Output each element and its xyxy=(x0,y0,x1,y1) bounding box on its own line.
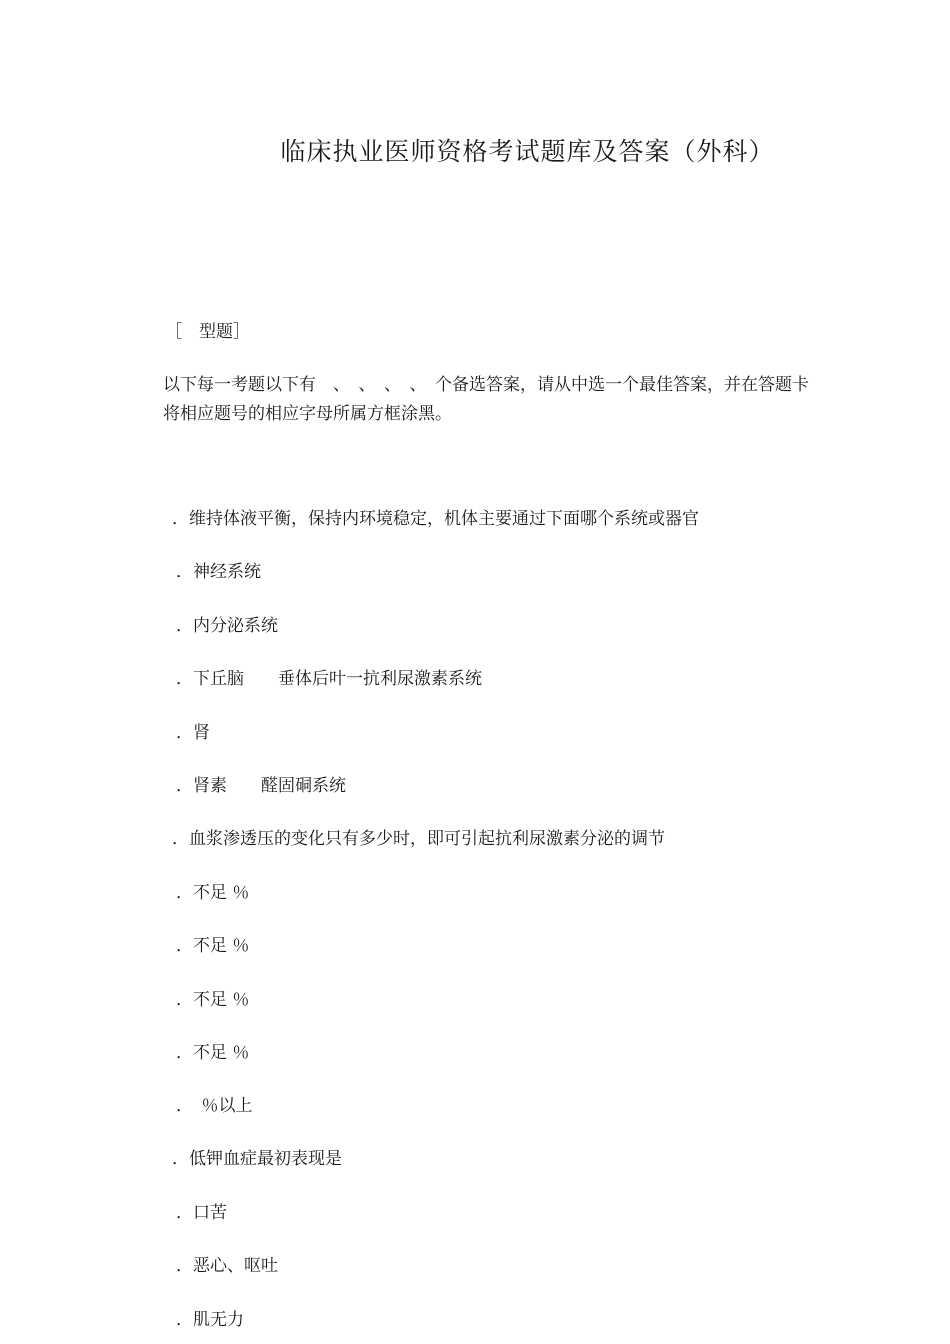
answer-option: ．不足 ％ xyxy=(176,990,250,1010)
answer-option: ．不足 ％ xyxy=(176,936,250,956)
answer-option: ．不足 ％ xyxy=(176,1043,250,1063)
answer-option: ． ％以上 xyxy=(176,1096,253,1116)
answer-option: ．肌无力 xyxy=(176,1310,244,1330)
section-header: ［ 型题］ xyxy=(165,322,250,342)
answer-option: ．下丘脑 垂体后叶一抗利尿激素系统 xyxy=(176,669,482,689)
question-stem: ．血浆渗透压的变化只有多少时，即可引起抗利尿激素分泌的调节 xyxy=(172,829,665,849)
answer-option: ．内分泌系统 xyxy=(176,616,278,636)
answer-option: ．肾素 醛固硐系统 xyxy=(176,776,346,796)
document-title: 临床执业医师资格考试题库及答案（外科） xyxy=(280,137,775,166)
answer-option: ．不足 ％ xyxy=(176,883,250,903)
instructions-line-2: 将相应题号的相应字母所属方框涂黑。 xyxy=(163,404,452,424)
answer-option: ．口苦 xyxy=(176,1203,227,1223)
answer-option: ．神经系统 xyxy=(176,562,261,582)
question-stem: ．低钾血症最初表现是 xyxy=(172,1149,342,1169)
answer-option: ．恶心、呕吐 xyxy=(176,1256,278,1276)
answer-option: ．肾 xyxy=(176,723,210,743)
instructions-line-1: 以下每一考题以下有 、 、 、 、 个备选答案，请从中选一个最佳答案，并在答题卡 xyxy=(163,375,809,395)
question-stem: ．维持体液平衡，保持内环境稳定，机体主要通过下面哪个系统或器官 xyxy=(172,509,699,529)
